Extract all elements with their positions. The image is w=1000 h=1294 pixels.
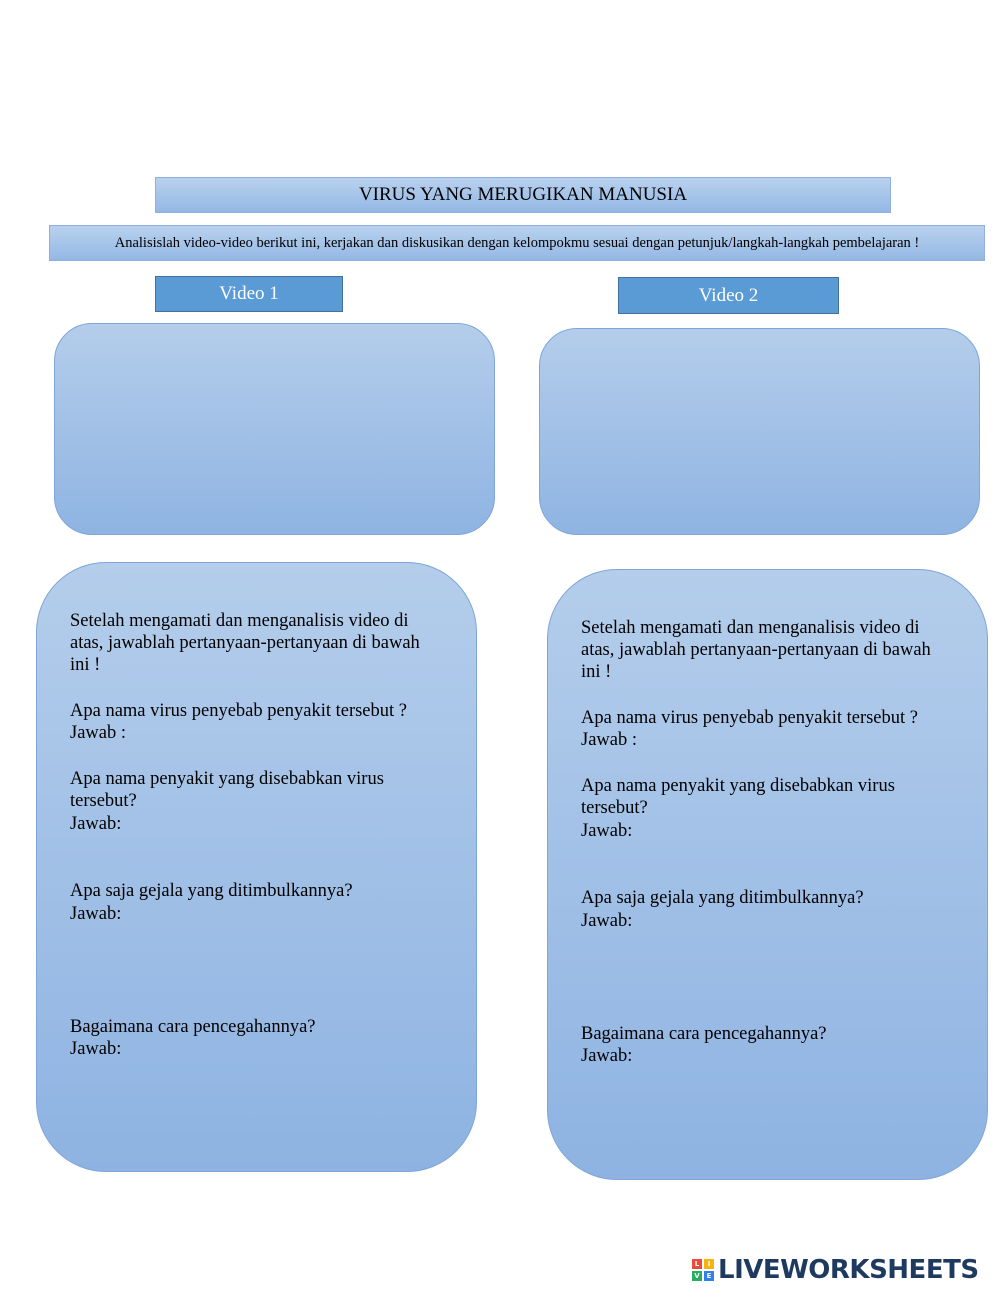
logo-text: LIVEWORKSHEETS <box>718 1255 979 1285</box>
question-disease-name-line-1: Apa nama penyakit yang disebabkan virus <box>70 769 384 789</box>
logo-mark-letter: L <box>692 1259 702 1269</box>
logo-mark-letter: V <box>692 1271 702 1281</box>
question-virus-name: Apa nama virus penyebab penyakit tersebut ? <box>581 708 918 728</box>
intro-line-3: ini ! <box>581 662 612 682</box>
qa-card-video-1 <box>36 562 477 1172</box>
logo-mark-letter: E <box>704 1271 714 1281</box>
question-symptoms: Apa saja gejala yang ditimbulkannya? <box>581 888 864 908</box>
intro-line-3: ini ! <box>70 655 101 675</box>
instruction-banner <box>49 225 985 261</box>
video-1-player[interactable] <box>54 323 495 535</box>
instruction-text: Analisislah video-video berikut ini, kerjakan dan diskusikan dengan kelompokmu sesuai dengan petunjuk/langkah-langkah pembelajaran ! <box>114 234 920 251</box>
question-prevention: Bagaimana cara pencegahannya? <box>70 1017 316 1037</box>
answer-label-symptoms[interactable]: Jawab: <box>70 904 122 924</box>
question-disease-name-line-2: tersebut? <box>70 791 137 811</box>
question-virus-name: Apa nama virus penyebab penyakit tersebut ? <box>70 701 407 721</box>
answer-label-prevention[interactable]: Jawab: <box>581 1046 633 1066</box>
answer-label-disease-name[interactable]: Jawab: <box>70 814 122 834</box>
title-banner <box>155 177 891 213</box>
question-symptoms: Apa saja gejala yang ditimbulkannya? <box>70 881 353 901</box>
video-2-label: Video 2 <box>618 277 839 314</box>
answer-label-prevention[interactable]: Jawab: <box>70 1039 122 1059</box>
question-disease-name-line-2: tersebut? <box>581 798 648 818</box>
video-1-label: Video 1 <box>155 276 343 312</box>
liveworksheets-logo <box>692 1256 979 1284</box>
liveworksheets-logo-icon <box>692 1259 714 1281</box>
question-prevention: Bagaimana cara pencegahannya? <box>581 1024 827 1044</box>
page-title: VIRUS YANG MERUGIKAN MANUSIA <box>358 184 688 205</box>
intro-line-2: atas, jawablah pertanyaan-pertanyaan di bawah <box>581 640 931 660</box>
qa-card-video-2 <box>547 569 988 1180</box>
intro-line-1: Setelah mengamati dan menganalisis video di <box>70 611 409 631</box>
intro-line-1: Setelah mengamati dan menganalisis video di <box>581 618 920 638</box>
question-disease-name-line-1: Apa nama penyakit yang disebabkan virus <box>581 776 895 796</box>
answer-label-virus-name[interactable]: Jawab : <box>70 723 126 743</box>
answer-label-symptoms[interactable]: Jawab: <box>581 911 633 931</box>
answer-label-disease-name[interactable]: Jawab: <box>581 821 633 841</box>
video-2-player[interactable] <box>539 328 980 535</box>
answer-label-virus-name[interactable]: Jawab : <box>581 730 637 750</box>
logo-mark-letter: I <box>704 1259 714 1269</box>
intro-line-2: atas, jawablah pertanyaan-pertanyaan di bawah <box>70 633 420 653</box>
